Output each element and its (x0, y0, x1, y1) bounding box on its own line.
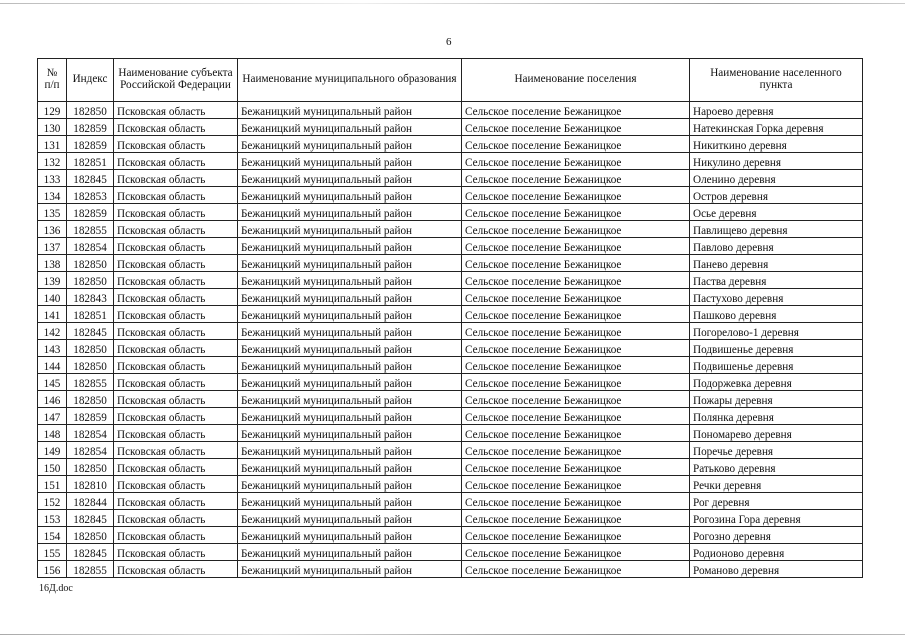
cell-subject: Псковская область (114, 238, 238, 255)
cell-settlement: Сельское поселение Бежаницкое (462, 425, 690, 442)
cell-municipality: Бежаницкий муниципальный район (238, 170, 462, 187)
table-row (38, 187, 863, 204)
cell-municipality: Бежаницкий муниципальный район (238, 323, 462, 340)
table-row (38, 238, 863, 255)
cell-subject: Псковская область (114, 408, 238, 425)
cell-municipality: Бежаницкий муниципальный район (238, 272, 462, 289)
table-row (38, 204, 863, 221)
cell-settlement: Сельское поселение Бежаницкое (462, 272, 690, 289)
table-row (38, 459, 863, 476)
cell-number: 153 (38, 510, 67, 527)
cell-settlement: Сельское поселение Бежаницкое (462, 306, 690, 323)
cell-subject: Псковская область (114, 476, 238, 493)
cell-locality: Рогозно деревня (690, 527, 863, 544)
header-number: № п/п (38, 59, 67, 102)
cell-index: 182845 (67, 323, 114, 340)
cell-settlement: Сельское поселение Бежаницкое (462, 544, 690, 561)
cell-number: 138 (38, 255, 67, 272)
cell-municipality: Бежаницкий муниципальный район (238, 459, 462, 476)
cell-index: 182850 (67, 527, 114, 544)
cell-subject: Псковская область (114, 374, 238, 391)
cell-index: 182850 (67, 391, 114, 408)
cell-municipality: Бежаницкий муниципальный район (238, 306, 462, 323)
cell-settlement: Сельское поселение Бежаницкое (462, 221, 690, 238)
cell-number: 144 (38, 357, 67, 374)
cell-municipality: Бежаницкий муниципальный район (238, 476, 462, 493)
cell-index: 182850 (67, 255, 114, 272)
table-row (38, 493, 863, 510)
cell-index: 182845 (67, 544, 114, 561)
table-row (38, 357, 863, 374)
cell-number: 143 (38, 340, 67, 357)
header-locality: Наименование населенного пункта (690, 59, 863, 102)
cell-subject: Псковская область (114, 221, 238, 238)
cell-subject: Псковская область (114, 272, 238, 289)
cell-number: 147 (38, 408, 67, 425)
cell-locality: Рогозина Гора деревня (690, 510, 863, 527)
cell-number: 133 (38, 170, 67, 187)
cell-subject: Псковская область (114, 561, 238, 578)
cell-subject: Псковская область (114, 391, 238, 408)
cell-index: 182850 (67, 272, 114, 289)
cell-settlement: Сельское поселение Бежаницкое (462, 153, 690, 170)
cell-index: 182850 (67, 459, 114, 476)
cell-subject: Псковская область (114, 136, 238, 153)
cell-number: 132 (38, 153, 67, 170)
cell-locality: Полянка деревня (690, 408, 863, 425)
cell-municipality: Бежаницкий муниципальный район (238, 221, 462, 238)
cell-municipality: Бежаницкий муниципальный район (238, 442, 462, 459)
table-row (38, 272, 863, 289)
cell-locality: Осье деревня (690, 204, 863, 221)
scan-edge-bottom (0, 634, 905, 635)
cell-index: 182810 (67, 476, 114, 493)
cell-subject: Псковская область (114, 425, 238, 442)
cell-subject: Псковская область (114, 527, 238, 544)
cell-municipality: Бежаницкий муниципальный район (238, 544, 462, 561)
cell-number: 135 (38, 204, 67, 221)
cell-subject: Псковская область (114, 544, 238, 561)
cell-locality: Поречье деревня (690, 442, 863, 459)
cell-settlement: Сельское поселение Бежаницкое (462, 391, 690, 408)
cell-index: 182850 (67, 102, 114, 119)
cell-number: 145 (38, 374, 67, 391)
cell-locality: Пашково деревня (690, 306, 863, 323)
cell-subject: Псковская область (114, 323, 238, 340)
cell-locality: Паства деревня (690, 272, 863, 289)
cell-locality: Никулино деревня (690, 153, 863, 170)
cell-subject: Псковская область (114, 255, 238, 272)
cell-number: 131 (38, 136, 67, 153)
table-row (38, 255, 863, 272)
table-row (38, 323, 863, 340)
cell-subject: Псковская область (114, 153, 238, 170)
cell-locality: Оленино деревня (690, 170, 863, 187)
cell-index: 182845 (67, 170, 114, 187)
cell-settlement: Сельское поселение Бежаницкое (462, 204, 690, 221)
cell-settlement: Сельское поселение Бежаницкое (462, 459, 690, 476)
cell-locality: Натекинская Горка деревня (690, 119, 863, 136)
cell-number: 136 (38, 221, 67, 238)
cell-municipality: Бежаницкий муниципальный район (238, 136, 462, 153)
cell-subject: Псковская область (114, 289, 238, 306)
cell-index: 182851 (67, 153, 114, 170)
table-row (38, 153, 863, 170)
cell-index: 182843 (67, 289, 114, 306)
cell-locality: Рог деревня (690, 493, 863, 510)
cell-subject: Псковская область (114, 119, 238, 136)
cell-municipality: Бежаницкий муниципальный район (238, 289, 462, 306)
cell-settlement: Сельское поселение Бежаницкое (462, 374, 690, 391)
cell-settlement: Сельское поселение Бежаницкое (462, 323, 690, 340)
cell-municipality: Бежаницкий муниципальный район (238, 102, 462, 119)
cell-locality: Романово деревня (690, 561, 863, 578)
cell-municipality: Бежаницкий муниципальный район (238, 153, 462, 170)
cell-number: 137 (38, 238, 67, 255)
cell-index: 182850 (67, 340, 114, 357)
cell-settlement: Сельское поселение Бежаницкое (462, 340, 690, 357)
cell-locality: Ратьково деревня (690, 459, 863, 476)
cell-number: 150 (38, 459, 67, 476)
table-row (38, 374, 863, 391)
table-row (38, 408, 863, 425)
table-row (38, 391, 863, 408)
cell-municipality: Бежаницкий муниципальный район (238, 204, 462, 221)
cell-locality: Павлищево деревня (690, 221, 863, 238)
table-row (38, 561, 863, 578)
cell-municipality: Бежаницкий муниципальный район (238, 255, 462, 272)
cell-index: 182850 (67, 357, 114, 374)
cell-municipality: Бежаницкий муниципальный район (238, 527, 462, 544)
cell-number: 154 (38, 527, 67, 544)
cell-settlement: Сельское поселение Бежаницкое (462, 119, 690, 136)
cell-index: 182854 (67, 442, 114, 459)
table-row (38, 476, 863, 493)
cell-number: 156 (38, 561, 67, 578)
cell-municipality: Бежаницкий муниципальный район (238, 391, 462, 408)
cell-number: 149 (38, 442, 67, 459)
cell-subject: Псковская область (114, 357, 238, 374)
cell-number: 140 (38, 289, 67, 306)
cell-settlement: Сельское поселение Бежаницкое (462, 102, 690, 119)
cell-locality: Остров деревня (690, 187, 863, 204)
table-row (38, 102, 863, 119)
table-row (38, 425, 863, 442)
table-row (38, 544, 863, 561)
cell-number: 141 (38, 306, 67, 323)
cell-subject: Псковская область (114, 340, 238, 357)
cell-municipality: Бежаницкий муниципальный район (238, 510, 462, 527)
cell-settlement: Сельское поселение Бежаницкое (462, 476, 690, 493)
cell-locality: Погорелово-1 деревня (690, 323, 863, 340)
cell-number: 148 (38, 425, 67, 442)
cell-index: 182854 (67, 238, 114, 255)
cell-locality: Пастухово деревня (690, 289, 863, 306)
cell-subject: Псковская область (114, 187, 238, 204)
cell-settlement: Сельское поселение Бежаницкое (462, 289, 690, 306)
cell-subject: Псковская область (114, 459, 238, 476)
cell-index: 182844 (67, 493, 114, 510)
cell-settlement: Сельское поселение Бежаницкое (462, 357, 690, 374)
header-subject: Наименование субъекта Российской Федерации (114, 59, 238, 102)
table-row (38, 289, 863, 306)
cell-number: 155 (38, 544, 67, 561)
cell-settlement: Сельское поселение Бежаницкое (462, 510, 690, 527)
table-row (38, 442, 863, 459)
cell-number: 146 (38, 391, 67, 408)
cell-index: 182851 (67, 306, 114, 323)
cell-subject: Псковская область (114, 204, 238, 221)
cell-locality: Подвишенье деревня (690, 357, 863, 374)
cell-index: 182845 (67, 510, 114, 527)
cell-settlement: Сельское поселение Бежаницкое (462, 170, 690, 187)
cell-municipality: Бежаницкий муниципальный район (238, 187, 462, 204)
cell-municipality: Бежаницкий муниципальный район (238, 340, 462, 357)
cell-settlement: Сельское поселение Бежаницкое (462, 527, 690, 544)
page-number: 6 (446, 36, 452, 48)
table-row (38, 510, 863, 527)
scan-edge-top (0, 3, 905, 4)
cell-index: 182853 (67, 187, 114, 204)
cell-settlement: Сельское поселение Бежаницкое (462, 561, 690, 578)
table-row (38, 119, 863, 136)
cell-municipality: Бежаницкий муниципальный район (238, 561, 462, 578)
cell-settlement: Сельское поселение Бежаницкое (462, 255, 690, 272)
header-settlement: Наименование поселения (462, 59, 690, 102)
cell-locality: Подоржевка деревня (690, 374, 863, 391)
cell-locality: Пожары деревня (690, 391, 863, 408)
cell-subject: Псковская область (114, 170, 238, 187)
cell-municipality: Бежаницкий муниципальный район (238, 119, 462, 136)
table-header-row (38, 59, 863, 102)
cell-subject: Псковская область (114, 306, 238, 323)
cell-municipality: Бежаницкий муниципальный район (238, 493, 462, 510)
cell-municipality: Бежаницкий муниципальный район (238, 238, 462, 255)
cell-index: 182859 (67, 136, 114, 153)
table-row (38, 221, 863, 238)
header-municipality: Наименование муниципального образования (238, 59, 462, 102)
table-row (38, 306, 863, 323)
cell-index: 182859 (67, 204, 114, 221)
cell-subject: Псковская область (114, 442, 238, 459)
table-row (38, 340, 863, 357)
cell-locality: Нароево деревня (690, 102, 863, 119)
cell-locality: Панево деревня (690, 255, 863, 272)
cell-subject: Псковская область (114, 510, 238, 527)
cell-settlement: Сельское поселение Бежаницкое (462, 136, 690, 153)
cell-number: 130 (38, 119, 67, 136)
cell-municipality: Бежаницкий муниципальный район (238, 425, 462, 442)
cell-number: 129 (38, 102, 67, 119)
cell-municipality: Бежаницкий муниципальный район (238, 357, 462, 374)
cell-number: 134 (38, 187, 67, 204)
cell-locality: Пономарево деревня (690, 425, 863, 442)
cell-municipality: Бежаницкий муниципальный район (238, 374, 462, 391)
cell-locality: Речки деревня (690, 476, 863, 493)
cell-settlement: Сельское поселение Бежаницкое (462, 493, 690, 510)
cell-subject: Псковская область (114, 102, 238, 119)
footer-filename: 16Д.doc (39, 583, 73, 594)
header-index: Индекс (67, 59, 114, 102)
cell-locality: Подвишенье деревня (690, 340, 863, 357)
cell-index: 182854 (67, 425, 114, 442)
cell-municipality: Бежаницкий муниципальный район (238, 408, 462, 425)
table-row (38, 170, 863, 187)
cell-settlement: Сельское поселение Бежаницкое (462, 238, 690, 255)
cell-locality: Никиткино деревня (690, 136, 863, 153)
cell-settlement: Сельское поселение Бежаницкое (462, 442, 690, 459)
cell-index: 182855 (67, 221, 114, 238)
cell-settlement: Сельское поселение Бежаницкое (462, 187, 690, 204)
cell-number: 142 (38, 323, 67, 340)
cell-index: 182859 (67, 408, 114, 425)
cell-index: 182855 (67, 374, 114, 391)
cell-number: 152 (38, 493, 67, 510)
table-body (38, 102, 863, 578)
settlements-table (37, 58, 863, 578)
cell-locality: Родионово деревня (690, 544, 863, 561)
cell-number: 139 (38, 272, 67, 289)
cell-number: 151 (38, 476, 67, 493)
cell-subject: Псковская область (114, 493, 238, 510)
table-row (38, 527, 863, 544)
cell-settlement: Сельское поселение Бежаницкое (462, 408, 690, 425)
cell-index: 182855 (67, 561, 114, 578)
cell-locality: Павлово деревня (690, 238, 863, 255)
table-row (38, 136, 863, 153)
cell-index: 182859 (67, 119, 114, 136)
